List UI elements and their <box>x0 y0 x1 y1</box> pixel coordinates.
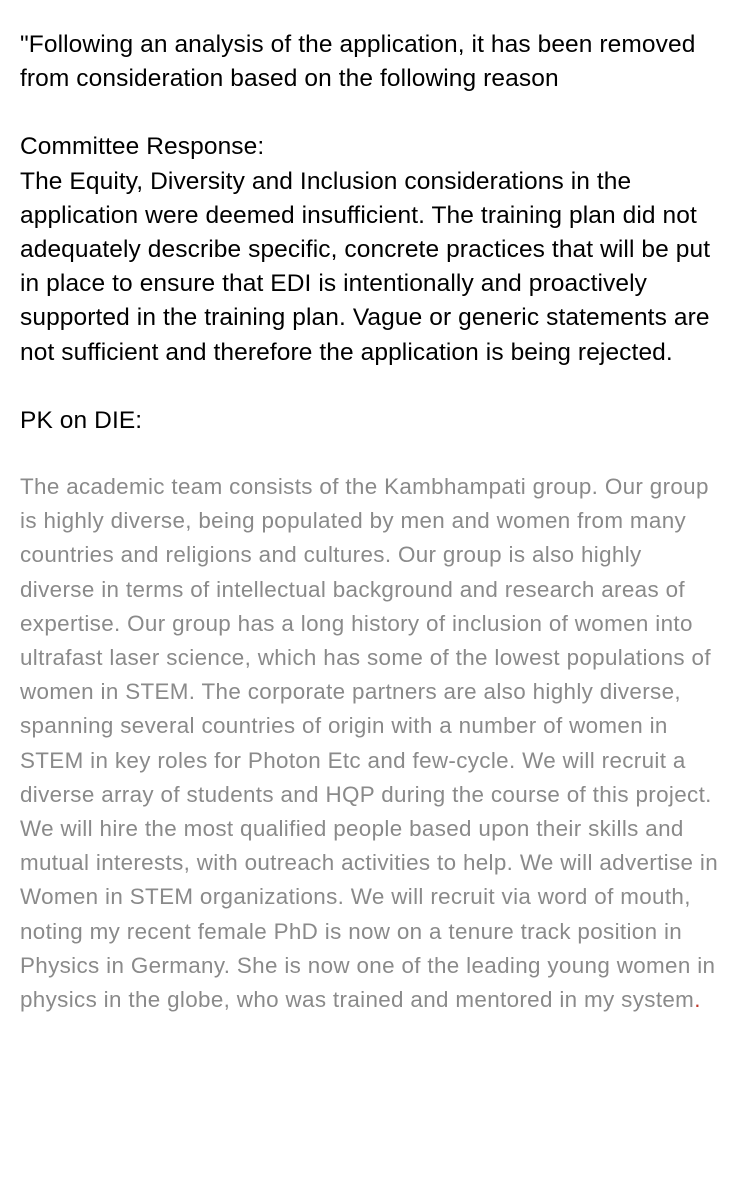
rejection-quote: "Following an analysis of the application, it has been removed from consideration based on the following reason <box>20 31 696 93</box>
committee-response-heading: Committee Response: <box>20 133 265 161</box>
paragraph-gap <box>20 96 720 130</box>
committee-response-text: The Equity, Diversity and Inclusion considerations in the application were deemed insufficient. The training plan did not adequately describe specific, concrete practices that will be put in place to ensure that EDI is intentionally and proactively supported in the training plan. Vague or generic statements are not sufficient and therefore the application is being rejected. <box>20 167 711 366</box>
paragraph-gap <box>20 370 720 404</box>
pk-statement-final-period: . <box>694 987 701 1013</box>
paragraph-gap <box>20 438 720 470</box>
document-body <box>20 28 720 1017</box>
pk-statement <box>20 470 720 1017</box>
pk-statement-text: The academic team consists of the Kambhampati group. Our group is highly diverse, being populated by men and women from many countries and religions and cultures. Our group is also highly diverse in terms of intellectual background and research areas of expertise. Our group has a long history of inclusion of women into ultrafast laser science, which has some of the lowest populations of women in STEM. The corporate partners are also highly diverse, spanning several countries of origin with a number of women in STEM in key roles for Photon Etc and few-cycle. We will recruit a diverse array of students and HQP during the course of this project. We will hire the most qualified people based upon their skills and mutual interests, with outreach activities to help. We will advertise in Women in STEM organizations. We will recruit via word of mouth, noting my recent female PhD is now on a tenure track position in Physics in Germany. She is now one of the leading young women in physics in the globe, who was trained and mentored in my system <box>20 474 719 1013</box>
pk-heading: PK on DIE: <box>20 406 143 434</box>
